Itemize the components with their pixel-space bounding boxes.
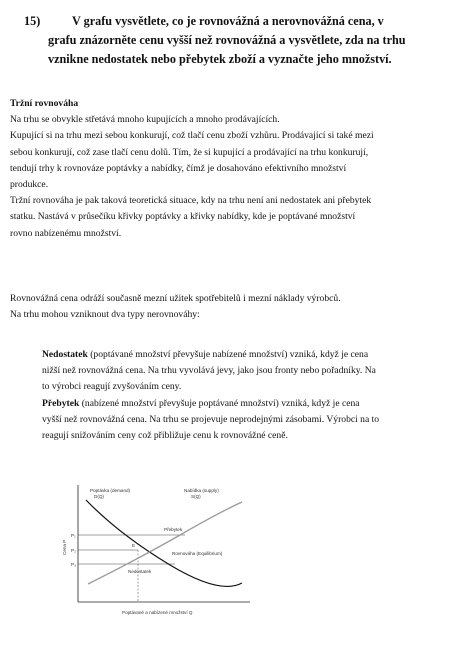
p1-label: P₁ [71, 533, 76, 538]
supply-label-2: S(Q) [191, 494, 201, 499]
paragraph-line: Kupující si na trhu mezi sebou konkurují, což tlačí cenu zboží vzhůru. Prodávající si také mezi [10, 130, 374, 142]
paragraph-line: Na trhu mohou vzniknout dva typy nerovnováhy: [10, 309, 200, 321]
supply-demand-diagram [60, 480, 255, 625]
paragraph-line: Tržní rovnováha je pak taková teoretická situace, kdy na trhu není ani nedostatek ani přebytek [10, 195, 372, 207]
surplus-line-1: Přebytek (nabízené množství převyšuje poptávané množství) vzniká, když je cena [42, 397, 360, 409]
p2-label: P₂ [71, 548, 76, 553]
question-number: 15) [24, 14, 41, 28]
question-line-2: grafu znázorněte cenu vyšší než rovnovážná a vysvětlete, zda na trhu [48, 33, 406, 47]
paragraph-line: tendují trhy k rovnováze poptávky a nabídky, čímž je dosahováno efektivního množství [10, 162, 347, 174]
shortage-line-2: nižší než rovnovážná cena. Na trhu vyvolává jevy, jako jsou fronty nebo pořadníky. Na [42, 365, 376, 377]
question-line-1: V grafu vysvětlete, co je rovnovážná a nerovnovážná cena, v [72, 14, 384, 28]
paragraph-line: statku. Nastává v průsečíku křivky poptávky a křivky nabídky, kde je poptávané množství [10, 211, 356, 223]
shortage-term: Nedostatek [42, 349, 88, 360]
equilibrium-price-paragraph [10, 291, 450, 323]
paragraph-line: sebou konkurují, což zase tlačí cenu dolů. Tím, že si kupující a prodávající na trhu konkurují, [10, 146, 369, 158]
demand-label-2: D(Q) [94, 494, 104, 499]
market-equilibrium-section [10, 96, 450, 242]
question-line-3: vznikne nedostatek nebo přebytek zboží a vyznačte jeho množství. [48, 52, 392, 66]
shortage-line-3: to výrobci reagují zvyšováním ceny. [42, 381, 182, 393]
x-axis-label: Poptávané a nabízené množství Q [122, 610, 193, 615]
supply-curve [88, 502, 242, 584]
demand-label-1: Poptávka (demand) [90, 488, 131, 493]
surplus-line-3: reagují snižováním ceny což přibližuje cenu k rovnovážné ceně. [42, 430, 288, 442]
paragraph-line: rovno nabízenému množství. [10, 227, 122, 239]
section-heading: Tržní rovnováha [10, 98, 79, 109]
equilibrium-point-label: E [132, 543, 136, 548]
surplus-term: Přebytek [42, 397, 80, 409]
paragraph-line: Na trhu se obvykle střetává mnoho kupujících a mnoho prodávajících. [10, 114, 280, 126]
p3-label: P₃ [71, 562, 76, 567]
paragraph-line: Rovnovážná cena odráží současně mezní užitek spotřebitelů i mezní náklady výrobců. [10, 293, 341, 304]
shortage-label: Nedostatek [128, 569, 152, 574]
surplus-label: Přebytek [164, 527, 183, 532]
surplus-line-2: vyšší než rovnovážná cena. Na trhu se projevuje neprodejnými zásobami. Výrobci na to [42, 413, 380, 425]
equilibrium-label: Rovnováha (Equilibrium) [172, 551, 223, 556]
imbalance-list [42, 347, 447, 444]
paragraph-line: produkce. [10, 179, 49, 191]
diagram-svg [60, 480, 255, 625]
shortage-line-1: Nedostatek (poptávané množství převyšuje nabízené množství) vzniká, když je cena [42, 349, 369, 360]
y-axis-label: Cena P [62, 539, 67, 555]
supply-label-1: Nabídka (supply) [184, 488, 219, 493]
